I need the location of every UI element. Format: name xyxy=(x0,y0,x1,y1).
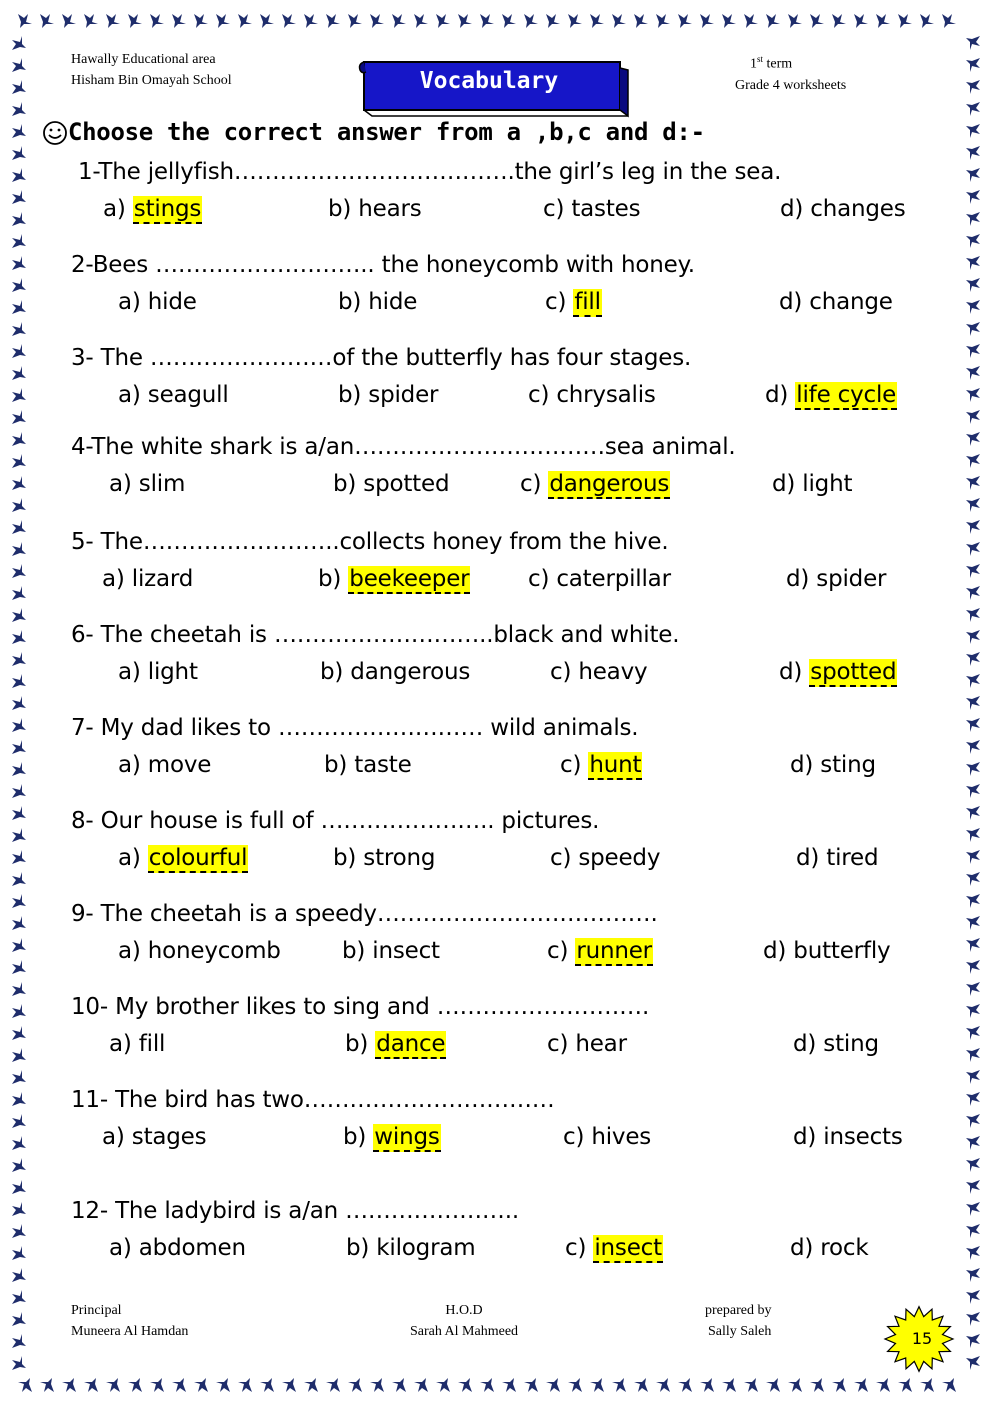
principal-name: Muneera Al Hamdan xyxy=(71,1324,189,1339)
question-8-option-b[interactable] xyxy=(333,845,435,871)
question-7-option-a[interactable] xyxy=(118,752,211,778)
question-7-option-b[interactable] xyxy=(324,752,412,778)
option-text: light xyxy=(802,471,853,497)
option-letter: d) xyxy=(796,845,827,871)
question-9-option-d[interactable] xyxy=(763,938,890,964)
option-text: hears xyxy=(358,196,422,222)
question-9-option-a[interactable] xyxy=(118,938,281,964)
option-letter: d) xyxy=(763,938,794,964)
smiley-icon xyxy=(42,120,68,148)
question-11-option-c[interactable] xyxy=(563,1124,651,1150)
question-2-option-c[interactable] xyxy=(545,289,602,315)
option-letter: b) xyxy=(320,659,351,685)
question-8: 8- Our house is full of ………………….. pictures. xyxy=(71,808,600,834)
option-letter: c) xyxy=(547,1031,576,1057)
header-left xyxy=(71,49,232,91)
option-letter: a) xyxy=(103,196,133,222)
grade-label: Grade 4 worksheets xyxy=(735,77,847,93)
option-text: move xyxy=(147,752,212,778)
question-2-option-d[interactable] xyxy=(779,289,893,315)
question-11-option-b[interactable] xyxy=(343,1124,441,1150)
question-5-option-b[interactable] xyxy=(318,566,470,592)
question-10-option-d[interactable] xyxy=(793,1031,879,1057)
option-letter: d) xyxy=(765,382,796,408)
correct-answer: insect xyxy=(594,1235,662,1261)
option-letter: b) xyxy=(318,566,349,592)
option-letter: d) xyxy=(793,1031,824,1057)
option-text: strong xyxy=(363,845,436,871)
option-letter: b) xyxy=(338,289,369,315)
option-letter: a) xyxy=(118,752,148,778)
option-letter: c) xyxy=(550,659,579,685)
question-11: 11- The bird has two…………………………… xyxy=(71,1087,555,1113)
option-letter: d) xyxy=(779,289,810,315)
question-7: 7- My dad likes to ……………………… wild animals. xyxy=(71,715,639,741)
option-letter: a) xyxy=(118,845,148,871)
question-4: 4-The white shark is a/an……………………………sea animal. xyxy=(71,434,736,460)
header-right xyxy=(735,49,846,96)
question-3-option-c[interactable] xyxy=(528,382,656,408)
question-1-option-a[interactable] xyxy=(103,196,202,222)
option-text: honeycomb xyxy=(147,938,281,964)
question-12-option-c[interactable] xyxy=(565,1235,663,1261)
option-text: kilogram xyxy=(376,1235,476,1261)
question-2-option-b[interactable] xyxy=(338,289,417,315)
page-title: Vocabulary xyxy=(419,68,559,94)
question-4-option-c[interactable] xyxy=(520,471,670,497)
option-text: spider xyxy=(368,382,439,408)
option-text: insects xyxy=(823,1124,903,1150)
correct-answer: spotted xyxy=(810,659,897,685)
question-1-option-b[interactable] xyxy=(328,196,422,222)
option-text: sting xyxy=(823,1031,879,1057)
option-letter: a) xyxy=(109,1031,139,1057)
question-2: 2-Bees ……………………….. the honeycomb with honey. xyxy=(71,252,695,278)
option-letter: a) xyxy=(109,1235,139,1261)
option-letter: a) xyxy=(118,289,148,315)
question-6: 6- The cheetah is ………………………..black and white. xyxy=(71,622,680,648)
page-number-badge xyxy=(882,1304,956,1374)
option-letter: b) xyxy=(338,382,369,408)
question-2-option-a[interactable] xyxy=(118,289,197,315)
question-5-option-c[interactable] xyxy=(528,566,671,592)
option-letter: b) xyxy=(333,471,364,497)
term: 1st term xyxy=(750,54,793,72)
option-text: hide xyxy=(368,289,418,315)
option-letter: d) xyxy=(779,659,810,685)
question-6-option-a[interactable] xyxy=(118,659,198,685)
question-3-option-b[interactable] xyxy=(338,382,438,408)
option-letter: c) xyxy=(543,196,572,222)
question-11-option-d[interactable] xyxy=(793,1124,903,1150)
option-letter: d) xyxy=(780,196,811,222)
option-text: stages xyxy=(131,1124,207,1150)
question-10-option-c[interactable] xyxy=(547,1031,627,1057)
question-11-option-a[interactable] xyxy=(102,1124,206,1150)
question-5: 5- The……………………..collects honey from the hive. xyxy=(71,529,669,555)
option-text: slim xyxy=(138,471,186,497)
question-7-option-d[interactable] xyxy=(790,752,876,778)
option-text: light xyxy=(147,659,198,685)
option-text: sting xyxy=(820,752,876,778)
option-text: fill xyxy=(138,1031,166,1057)
question-6-option-b[interactable] xyxy=(320,659,470,685)
option-text: heavy xyxy=(578,659,648,685)
option-letter: c) xyxy=(547,938,576,964)
option-text: chrysalis xyxy=(556,382,656,408)
question-5-option-d[interactable] xyxy=(786,566,886,592)
question-1-option-d[interactable] xyxy=(780,196,906,222)
correct-answer: runner xyxy=(576,938,652,964)
option-text: caterpillar xyxy=(556,566,671,592)
question-10-option-a[interactable] xyxy=(109,1031,165,1057)
instruction xyxy=(42,118,705,148)
question-5-option-a[interactable] xyxy=(102,566,193,592)
option-text: lizard xyxy=(131,566,194,592)
question-8-option-c[interactable] xyxy=(550,845,660,871)
option-letter: c) xyxy=(545,289,574,315)
option-text: spider xyxy=(816,566,887,592)
question-3-option-d[interactable] xyxy=(765,382,897,408)
option-letter: c) xyxy=(528,382,557,408)
question-9: 9- The cheetah is a speedy………………………………. xyxy=(71,901,658,927)
option-text: taste xyxy=(354,752,412,778)
option-letter: a) xyxy=(118,659,148,685)
question-3: 3- The ……………………of the butterfly has four stages. xyxy=(71,345,692,371)
question-12-option-b[interactable] xyxy=(346,1235,475,1261)
option-text: hide xyxy=(147,289,197,315)
option-text: changes xyxy=(810,196,906,222)
option-letter: a) xyxy=(102,566,132,592)
footer-hod xyxy=(398,1300,530,1342)
educational-area: Hawally Educational area xyxy=(71,52,216,67)
option-letter: b) xyxy=(346,1235,377,1261)
option-text: insect xyxy=(372,938,440,964)
option-letter: d) xyxy=(790,1235,821,1261)
question-4-option-b[interactable] xyxy=(333,471,449,497)
option-letter: b) xyxy=(324,752,355,778)
option-letter: b) xyxy=(342,938,373,964)
option-text: change xyxy=(809,289,893,315)
correct-answer: beekeeper xyxy=(349,566,470,592)
question-12-option-a[interactable] xyxy=(109,1235,246,1261)
question-1: 1-The jellyfish……………………………….the girl’s leg in the sea. xyxy=(78,159,782,185)
option-letter: d) xyxy=(772,471,803,497)
correct-answer: dangerous xyxy=(549,471,670,497)
hod-role: H.O.D xyxy=(445,1303,483,1318)
question-9-option-b[interactable] xyxy=(342,938,440,964)
question-10-option-b[interactable] xyxy=(345,1031,446,1057)
option-text: seagull xyxy=(147,382,229,408)
option-text: dangerous xyxy=(350,659,471,685)
option-text: abdomen xyxy=(138,1235,246,1261)
question-4-option-d[interactable] xyxy=(772,471,852,497)
question-6-option-d[interactable] xyxy=(779,659,897,685)
option-letter: b) xyxy=(333,845,364,871)
option-letter: c) xyxy=(528,566,557,592)
correct-answer: fill xyxy=(574,289,601,315)
prepared-name: Sally Saleh xyxy=(708,1324,772,1339)
question-12-option-d[interactable] xyxy=(790,1235,868,1261)
correct-answer: colourful xyxy=(148,845,248,871)
option-letter: c) xyxy=(550,845,579,871)
option-text: hives xyxy=(591,1124,652,1150)
correct-answer: stings xyxy=(133,196,202,222)
option-text: butterfly xyxy=(793,938,891,964)
question-7-option-c[interactable] xyxy=(560,752,642,778)
correct-answer: dance xyxy=(376,1031,446,1057)
option-letter: d) xyxy=(793,1124,824,1150)
question-3-option-a[interactable] xyxy=(118,382,229,408)
correct-answer: life cycle xyxy=(796,382,897,408)
question-8-option-d[interactable] xyxy=(796,845,878,871)
question-6-option-c[interactable] xyxy=(550,659,647,685)
option-text: hear xyxy=(575,1031,627,1057)
option-text: tired xyxy=(826,845,879,871)
hod-name: Sarah Al Mahmeed xyxy=(409,1324,519,1339)
option-letter: a) xyxy=(102,1124,132,1150)
instruction-text: Choose the correct answer from a ,b,c and d:- xyxy=(68,118,705,146)
option-text: rock xyxy=(820,1235,869,1261)
option-letter: b) xyxy=(343,1124,374,1150)
question-8-option-a[interactable] xyxy=(118,845,248,871)
question-4-option-a[interactable] xyxy=(109,471,185,497)
page-number: 15 xyxy=(911,1329,933,1348)
option-letter: c) xyxy=(560,752,589,778)
option-letter: c) xyxy=(565,1235,594,1261)
footer-prepared xyxy=(705,1300,771,1342)
option-text: spotted xyxy=(363,471,450,497)
correct-answer: hunt xyxy=(589,752,642,778)
option-text: tastes xyxy=(571,196,641,222)
option-letter: a) xyxy=(109,471,139,497)
option-text: speedy xyxy=(578,845,661,871)
option-letter: d) xyxy=(786,566,817,592)
school-name: Hisham Bin Omayah School xyxy=(71,73,232,88)
option-letter: c) xyxy=(520,471,549,497)
question-9-option-c[interactable] xyxy=(547,938,653,964)
title-banner xyxy=(358,60,630,116)
question-1-option-c[interactable] xyxy=(543,196,640,222)
correct-answer: wings xyxy=(374,1124,440,1150)
question-10: 10- My brother likes to sing and ………………………. xyxy=(71,994,650,1020)
question-12: 12- The ladybird is a/an ………………….. xyxy=(71,1198,519,1224)
option-letter: c) xyxy=(563,1124,592,1150)
principal-role: Principal xyxy=(71,1303,122,1318)
option-letter: b) xyxy=(328,196,359,222)
option-letter: a) xyxy=(118,382,148,408)
prepared-role: prepared by xyxy=(705,1303,772,1318)
footer-principal xyxy=(71,1300,188,1342)
option-letter: b) xyxy=(345,1031,376,1057)
option-letter: d) xyxy=(790,752,821,778)
option-letter: a) xyxy=(118,938,148,964)
